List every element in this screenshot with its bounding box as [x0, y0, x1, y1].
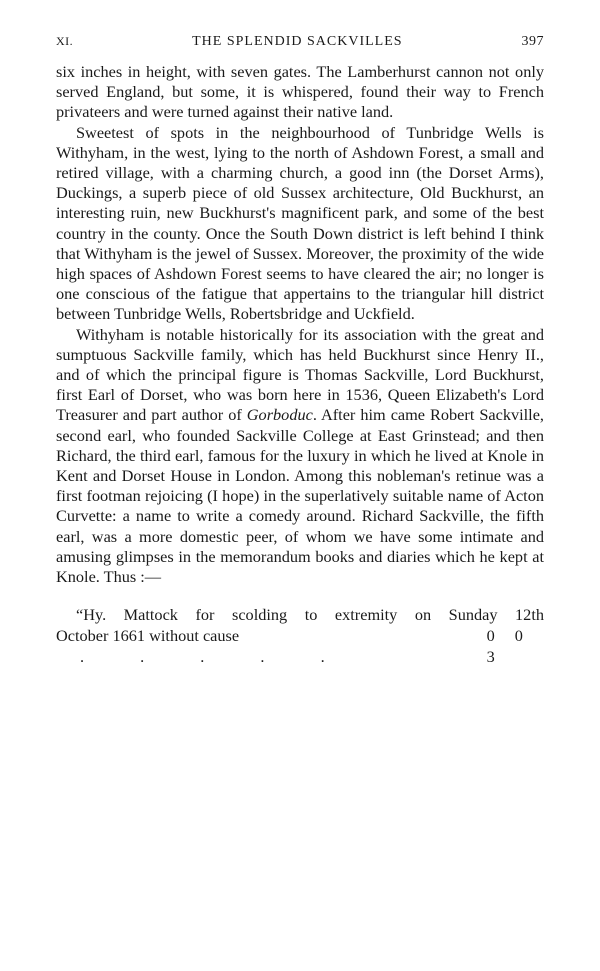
quote-line-2: [56, 625, 544, 667]
quote-line-1: “Hy. Mattock for scolding to extremity on Sunday 12th: [76, 605, 544, 625]
running-head: [56, 34, 544, 56]
paragraph-3-part-1: Withyham is notable historically for its association with the great and sumptuous Sackville family, which has held Buckhurst since Henry II., and of which the principal figure is Thomas Sackville, Lord Buckhurst, first Earl of Dorset, who was born here in 1536, Queen Elizabeth's Lord Treasurer and part author of: [56, 324, 544, 425]
quote-line-2-text: [56, 625, 487, 667]
diary-quote: [56, 604, 544, 667]
paragraph-2: Sweetest of spots in the neighbourhood of Tunbridge Wells is Withyham, in the west, lying to the north of Ashdown Forest, a small and retired village, with a charming church, a good inn (the Dorset Arms), Duckings, a superb piece of old Sussex architecture, Old Buckhurst, an interesting ruin, new Buckhurst's magnificent park, and some of the best country in the county. Once the South Down district is left behind I think that Withyham is the jewel of Sussex. Moreover, the proximity of the wide high spaces of Ashdown Forest seems to have cleared the air; no longer is one conscious of the fatigue that appertains to the triangular hill district between Tunbridge Wells, Robertsbridge and Uckfield.: [56, 122, 544, 324]
quote-amount: 0 0 3: [486, 626, 531, 667]
paragraph-3: [56, 325, 544, 588]
dot-leaders: . . . . .: [80, 647, 351, 667]
running-title: THE SPLENDID SACKVILLES: [192, 34, 403, 49]
chapter-number: XI.: [56, 34, 74, 48]
body-text: [56, 62, 544, 587]
book-page: [56, 34, 544, 667]
quote-entry-text: October 1661 without cause: [56, 626, 240, 646]
page-number: 397: [521, 34, 544, 49]
book-title-gorboduc: Gorboduc: [246, 405, 313, 425]
paragraph-3-part-2: . After him came Robert Sackville, second earl, who founded Sackville College at East Grinstead; and then Richard, the third earl, famous for the luxury in which he lived at Knole in Kent and Dorset House in London. Among this nobleman's retinue was a first footman rejoicing (I hope) in the superlatively suitable name of Acton Curvette: a name to write a comedy around. Richard Sackville, the fifth earl, was a more domestic peer, of whom we have some intimate and amusing glimpses in the memorandum books and diaries which he kept at Knole. Thus :—: [56, 405, 545, 587]
paragraph-1: six inches in height, with seven gates. The Lamberhurst cannon not only served England, but some, it is whispered, found their way to French privateers and were turned against their native land.: [56, 62, 544, 122]
